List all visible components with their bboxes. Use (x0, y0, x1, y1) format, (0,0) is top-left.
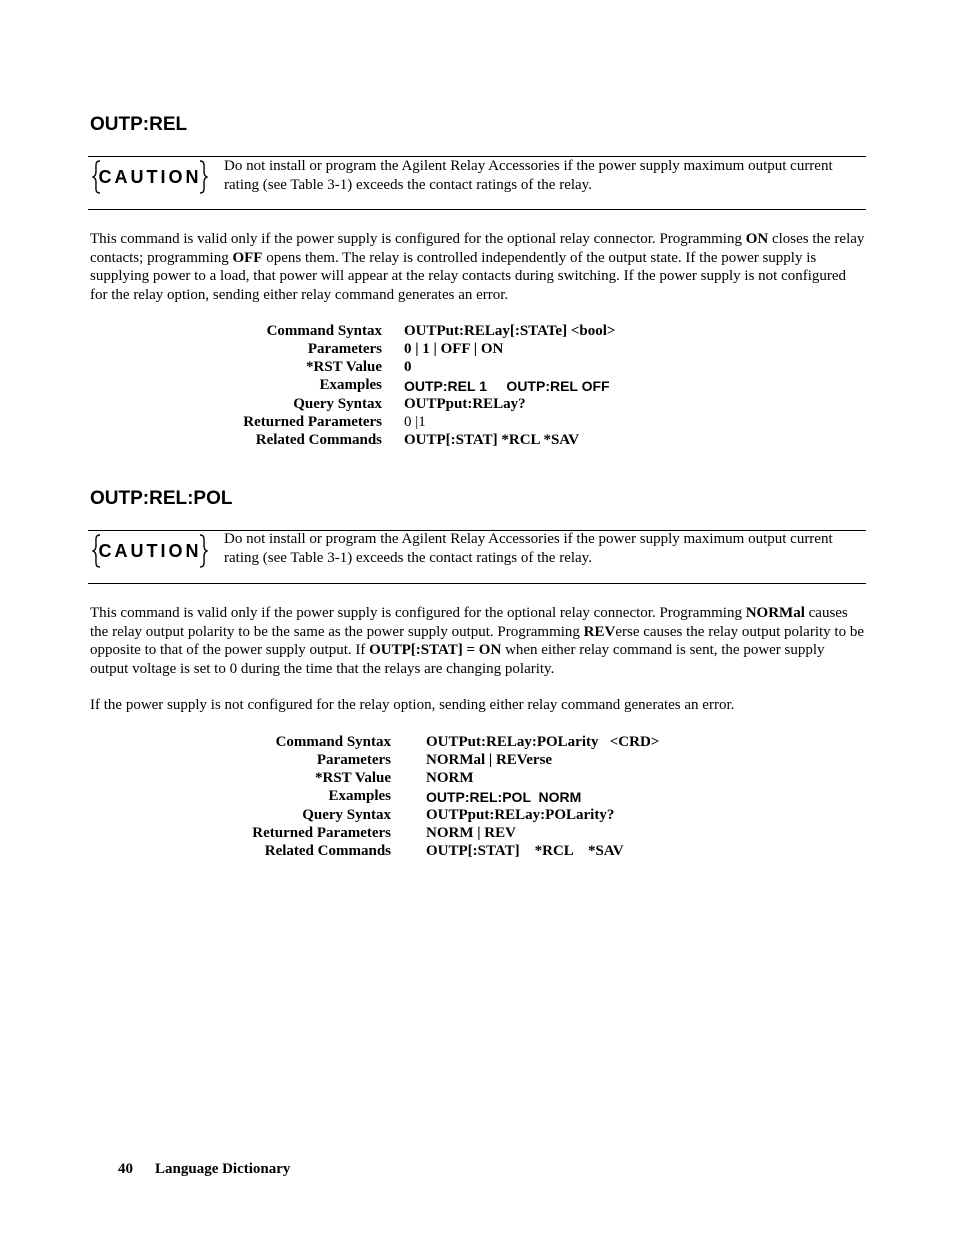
query-syntax-value: OUTPput:RELay:POLarity? (426, 807, 615, 823)
query-syntax-label: Query Syntax (302, 807, 391, 823)
related-commands-label: Related Commands (255, 432, 382, 448)
section-heading-outp-rel: OUTP:REL (90, 114, 188, 135)
query-syntax-label: Query Syntax (293, 396, 382, 412)
returned-parameters-value: 0 |1 (404, 414, 426, 430)
parameters-value: NORMal | REVerse (426, 752, 553, 768)
parameters-label: Parameters (307, 341, 382, 357)
caution-message (224, 157, 864, 194)
caution-badge (92, 159, 208, 195)
returned-parameters-value: NORM | REV (426, 825, 516, 841)
caution-bottom-rule (88, 583, 866, 584)
rst-value: NORM (426, 770, 474, 786)
related-commands-value: OUTP[:STAT] *RCL *SAV (404, 432, 580, 448)
caution-message-line: Do not install or program the Agilent Relay Accessories if the power supply maximum output current (224, 531, 833, 547)
command-table (0, 322, 954, 452)
returned-parameters-label: Returned Parameters (252, 825, 391, 841)
caution-label: CAUTION (98, 541, 202, 561)
related-commands-value: OUTP[:STAT] *RCL *SAV (426, 843, 624, 859)
rst-value-label: *RST Value (305, 359, 382, 375)
examples-label: Examples (328, 788, 391, 804)
rst-value: 0 (404, 359, 412, 375)
page-number: 40 (118, 1161, 133, 1177)
page-footer (118, 1161, 290, 1178)
caution-bottom-rule (88, 209, 866, 210)
examples-value: OUTP:REL 1 OUTP:REL OFF (404, 378, 610, 394)
related-commands-label: Related Commands (264, 843, 391, 859)
parameters-label: Parameters (316, 752, 391, 768)
command-table (0, 733, 954, 863)
returned-parameters-label: Returned Parameters (243, 414, 382, 430)
examples-label: Examples (319, 377, 382, 393)
caution-message-line: rating (see Table 3-1) exceeds the contact ratings of the relay. (224, 549, 592, 566)
caution-label: CAUTION (98, 167, 202, 187)
query-syntax-value: OUTPput:RELay? (404, 396, 526, 412)
caution-message-line: Do not install or program the Agilent Relay Accessories if the power supply maximum output current (224, 158, 833, 174)
section-heading-outp-rel-pol: OUTP:REL:POL (90, 488, 233, 509)
error-note-paragraph: If the power supply is not configured for the relay option, sending either relay command generates an error. (90, 697, 735, 713)
footer-title: Language Dictionary (155, 1161, 291, 1177)
examples-value: OUTP:REL:POL NORM (426, 789, 582, 805)
caution-message (224, 530, 864, 567)
caution-message-line: rating (see Table 3-1) exceeds the contact ratings of the relay. (224, 176, 592, 193)
command-syntax-value: OUTPut:RELay:POLarity <CRD> (426, 734, 660, 750)
rst-value-label: *RST Value (314, 770, 391, 786)
command-syntax-label: Command Syntax (266, 323, 382, 339)
command-syntax-value: OUTPut:RELay[:STATe] <bool> (404, 323, 616, 339)
caution-badge (92, 533, 208, 569)
parameters-value: 0 | 1 | OFF | ON (404, 341, 504, 357)
command-syntax-label: Command Syntax (275, 734, 391, 750)
description-paragraph: This command is valid only if the power supply is configured for the optional relay connector. Programming NORMal causes the relay output polarity to be the same as the power supply output. Programming REVerse causes the relay output polarity to be opposite to that of the power supply output. If OUTP[:STAT] = ON when either relay command is sent, the power supply output voltage is set to 0 during the time that the relays are changing polarity. (90, 605, 864, 677)
description-paragraph: This command is valid only if the power supply is configured for the optional relay connector. Programming ON closes the relay contacts; programming OFF opens them. The relay is controlled independently of the output state. If the power supply is supplying power to a load, that power will appear at the relay contacts during switching. If the power supply is not configured for the relay option, sending either relay command generates an error. (90, 231, 865, 303)
